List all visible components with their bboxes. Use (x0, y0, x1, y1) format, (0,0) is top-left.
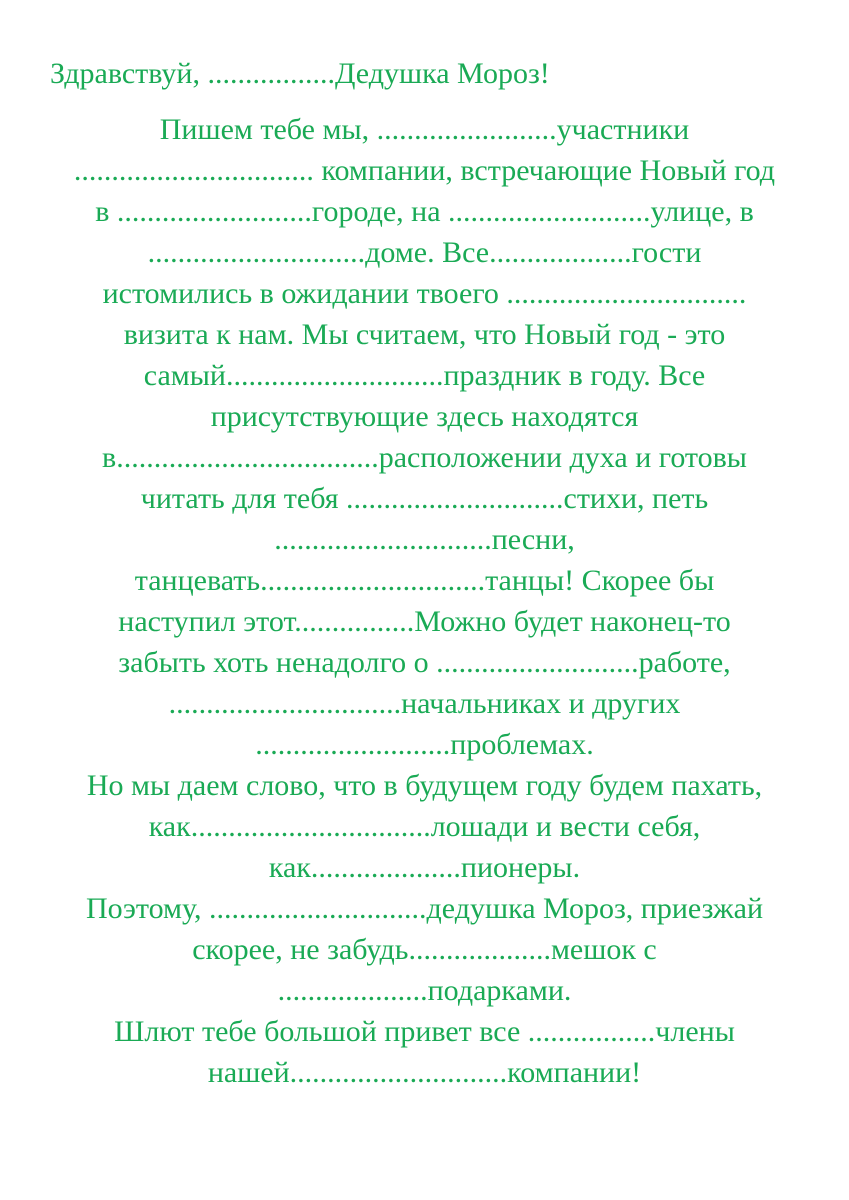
letter-line: нашей.............................компании! (207, 1056, 642, 1089)
letter-line: Шлют тебе большой привет все .................члены (114, 1015, 735, 1048)
letter-line: визита к нам. Мы считаем, что Новый год - это (123, 318, 726, 351)
letter-line: ...............................начальниках и других (168, 687, 681, 720)
letter-line: Поэтому, .............................дедушка Мороз, приезжай (86, 892, 763, 925)
letter-line: в...................................расположении духа и готовы (102, 441, 747, 474)
letter-line: .............................песни, (274, 523, 575, 556)
letter-line: истомились в ожидании твоего ................................ (102, 277, 747, 310)
letter-line: ..........................проблемах. (255, 728, 594, 761)
letter-line: самый.............................праздник в году. Все (143, 359, 706, 392)
letter-body (20, 109, 829, 1093)
letter-line: скорее, не забудь...................мешок с (192, 933, 657, 966)
letter-line: Пишем тебе мы, ........................участники (159, 113, 690, 146)
letter-line: наступил этот................Можно будет наконец-то (118, 605, 731, 638)
letter-line: в ..........................городе, на ...........................улице, в (95, 195, 754, 228)
letter-line: ....................подарками. (277, 974, 572, 1007)
letter-line: Но мы даем слово, что в будущем году будем пахать, (86, 769, 763, 802)
letter-line: ................................ компании, встречающие Новый год (73, 154, 776, 187)
letter-greeting: Здравствуй, .................Дедушка Мороз! (50, 57, 550, 90)
letter-line: как................................лошади и вести себя, (148, 810, 701, 843)
letter-line: присутствующие здесь находятся (210, 400, 639, 433)
letter-line: .............................доме. Все...................гости (147, 236, 702, 269)
letter-line: танцевать..............................танцы! Скорее бы (134, 564, 715, 597)
letter-line: забыть хоть ненадолго о ...........................работе, (118, 646, 731, 679)
letter-line: как....................пионеры. (268, 851, 581, 884)
letter-line: читать для тебя .............................стихи, петь (140, 482, 709, 515)
